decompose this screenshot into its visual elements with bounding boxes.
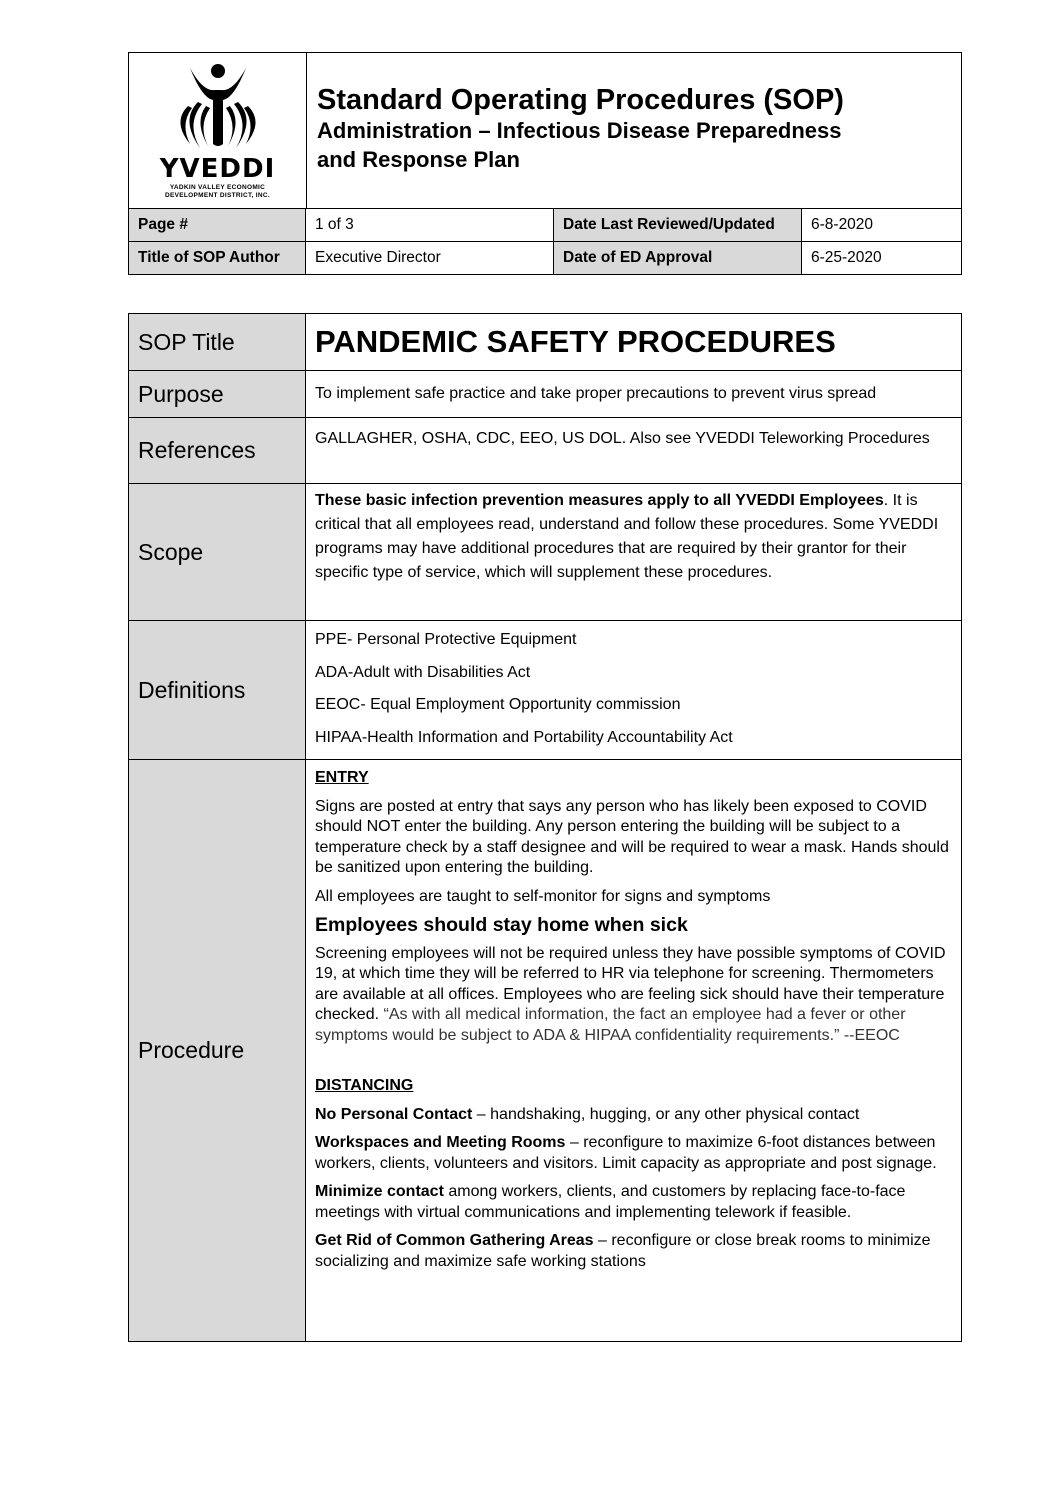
author-value: Executive Director [306,242,554,274]
screening-text: Screening employees will not be required unless they have possible symptoms of COVID 19, at which time they will be referred to HR via telephone for screening. Thermometers are available at all offices. Employees who are feeling sick should have their temperature checked. [315,944,946,1023]
definition-item: HIPAA-Health Information and Portability Accountability Act [315,728,733,746]
distancing-heading: DISTANCING [315,1077,414,1094]
scope-bold-text: These basic infection prevention measures apply to all YVEDDI Employees [315,492,884,509]
sop-table [128,313,962,1342]
definition-item: PPE- Personal Protective Equipment [315,631,577,648]
distancing-item-text: – handshaking, hugging, or any other physical contact [472,1105,860,1123]
approval-value: 6-25-2020 [811,249,882,266]
self-monitor-text: All employees are taught to self-monitor for signs and symptoms [315,887,771,905]
spacer [315,1054,953,1076]
page-label: Page # [129,209,306,241]
distancing-item-title: Get Rid of Common Gathering Areas [315,1232,594,1249]
eeoc-quote: “As with all medical information, the fact an employee had a fever or other symptoms would be subject to ADA & HIPAA confidentiality requirements.” --EEOC [315,1006,906,1044]
scope-value [306,484,961,620]
entry-text: Signs are posted at entry that says any person who has likely been exposed to COVID should NOT enter the building. Any person entering the building will be subject to a temperature check by a staff designee and will be required to wear a mask. Hands should be sanitized upon entering the building. [315,797,949,876]
distancing-item-text: – reconfigure or close break rooms to minimize socializing and maximize safe working stations [315,1232,931,1270]
distancing-item [315,1133,953,1174]
stay-home-heading: Employees should stay home when sick [315,914,688,936]
logo-subtitle-line1: YADKIN VALLEY ECONOMIC [169,183,266,191]
definition-item: ADA-Adult with Disabilities Act [315,663,531,681]
row-procedure [129,759,961,1341]
distancing-item [315,1231,953,1272]
author-label: Title of SOP Author [129,242,306,274]
distancing-item [315,1182,953,1223]
sop-header [128,52,962,275]
logo-wordmark: YVEDDI [159,153,276,184]
row-sop-title [129,314,961,370]
distancing-item-text: – reconfigure to maximize 6-foot distances between workers, clients, volunteers and visitors. Limit capacity as appropriate and post signage. [315,1134,937,1172]
logo-subtitle-line2: DEVELOPMENT DISTRICT, INC. [165,191,270,199]
distancing-item-title: Workspaces and Meeting Rooms [315,1134,566,1151]
procedure-label: Procedure [129,760,306,1341]
approval-label: Date of ED Approval [554,242,802,274]
distancing-item-text: among workers, clients, and customers by replacing face-to-face meetings with virtual communications and implementing telework if feasible. [315,1183,906,1221]
references-value: GALLAGHER, OSHA, CDC, EEO, US DOL. Also see YVEDDI Teleworking Procedures [315,430,930,447]
purpose-label: Purpose [129,371,306,417]
sop-title-value: PANDEMIC SAFETY PROCEDURES [306,314,961,370]
distancing-item [315,1105,953,1126]
scope-text: . It is critical that all employees read, understand and follow these procedures. Some YVEDDI programs may have additional procedures that are required by their grantor for their specific type of service, which will supplement these procedures. [315,492,939,581]
definitions-list [306,621,961,759]
row-definitions [129,620,961,759]
logo-subtitle [165,184,270,200]
page-value: 1 of 3 [306,209,554,241]
screening-paragraph [315,944,953,1047]
references-label: References [129,418,306,483]
scope-label: Scope [129,484,306,620]
row-purpose [129,370,961,417]
distancing-item-title: No Personal Contact [315,1105,473,1123]
definition-item: EEOC- Equal Employment Opportunity commission [315,696,681,713]
sop-title-label: SOP Title [129,314,306,370]
meta-row-author [129,241,961,274]
logo [129,53,307,208]
document-title: Standard Operating Procedures (SOP) [317,84,844,116]
document-subtitle-line1: Administration – Infectious Disease Preparedness [317,118,842,143]
meta-row-page [129,209,961,241]
definitions-label: Definitions [129,621,306,759]
document-subtitle-line2: and Response Plan [317,147,520,172]
title-block [307,53,961,208]
date-reviewed-label: Date Last Reviewed/Updated [554,209,802,241]
purpose-value: To implement safe practice and take proper precautions to prevent virus spread [315,385,877,402]
distancing-item-title: Minimize contact [315,1183,444,1200]
yveddi-figure-icon [168,62,268,152]
row-references [129,417,961,483]
entry-heading: ENTRY [315,769,369,786]
date-reviewed-value: 6-8-2020 [811,216,874,233]
row-scope [129,483,961,620]
header-top [129,53,961,209]
procedure-content [306,760,961,1341]
